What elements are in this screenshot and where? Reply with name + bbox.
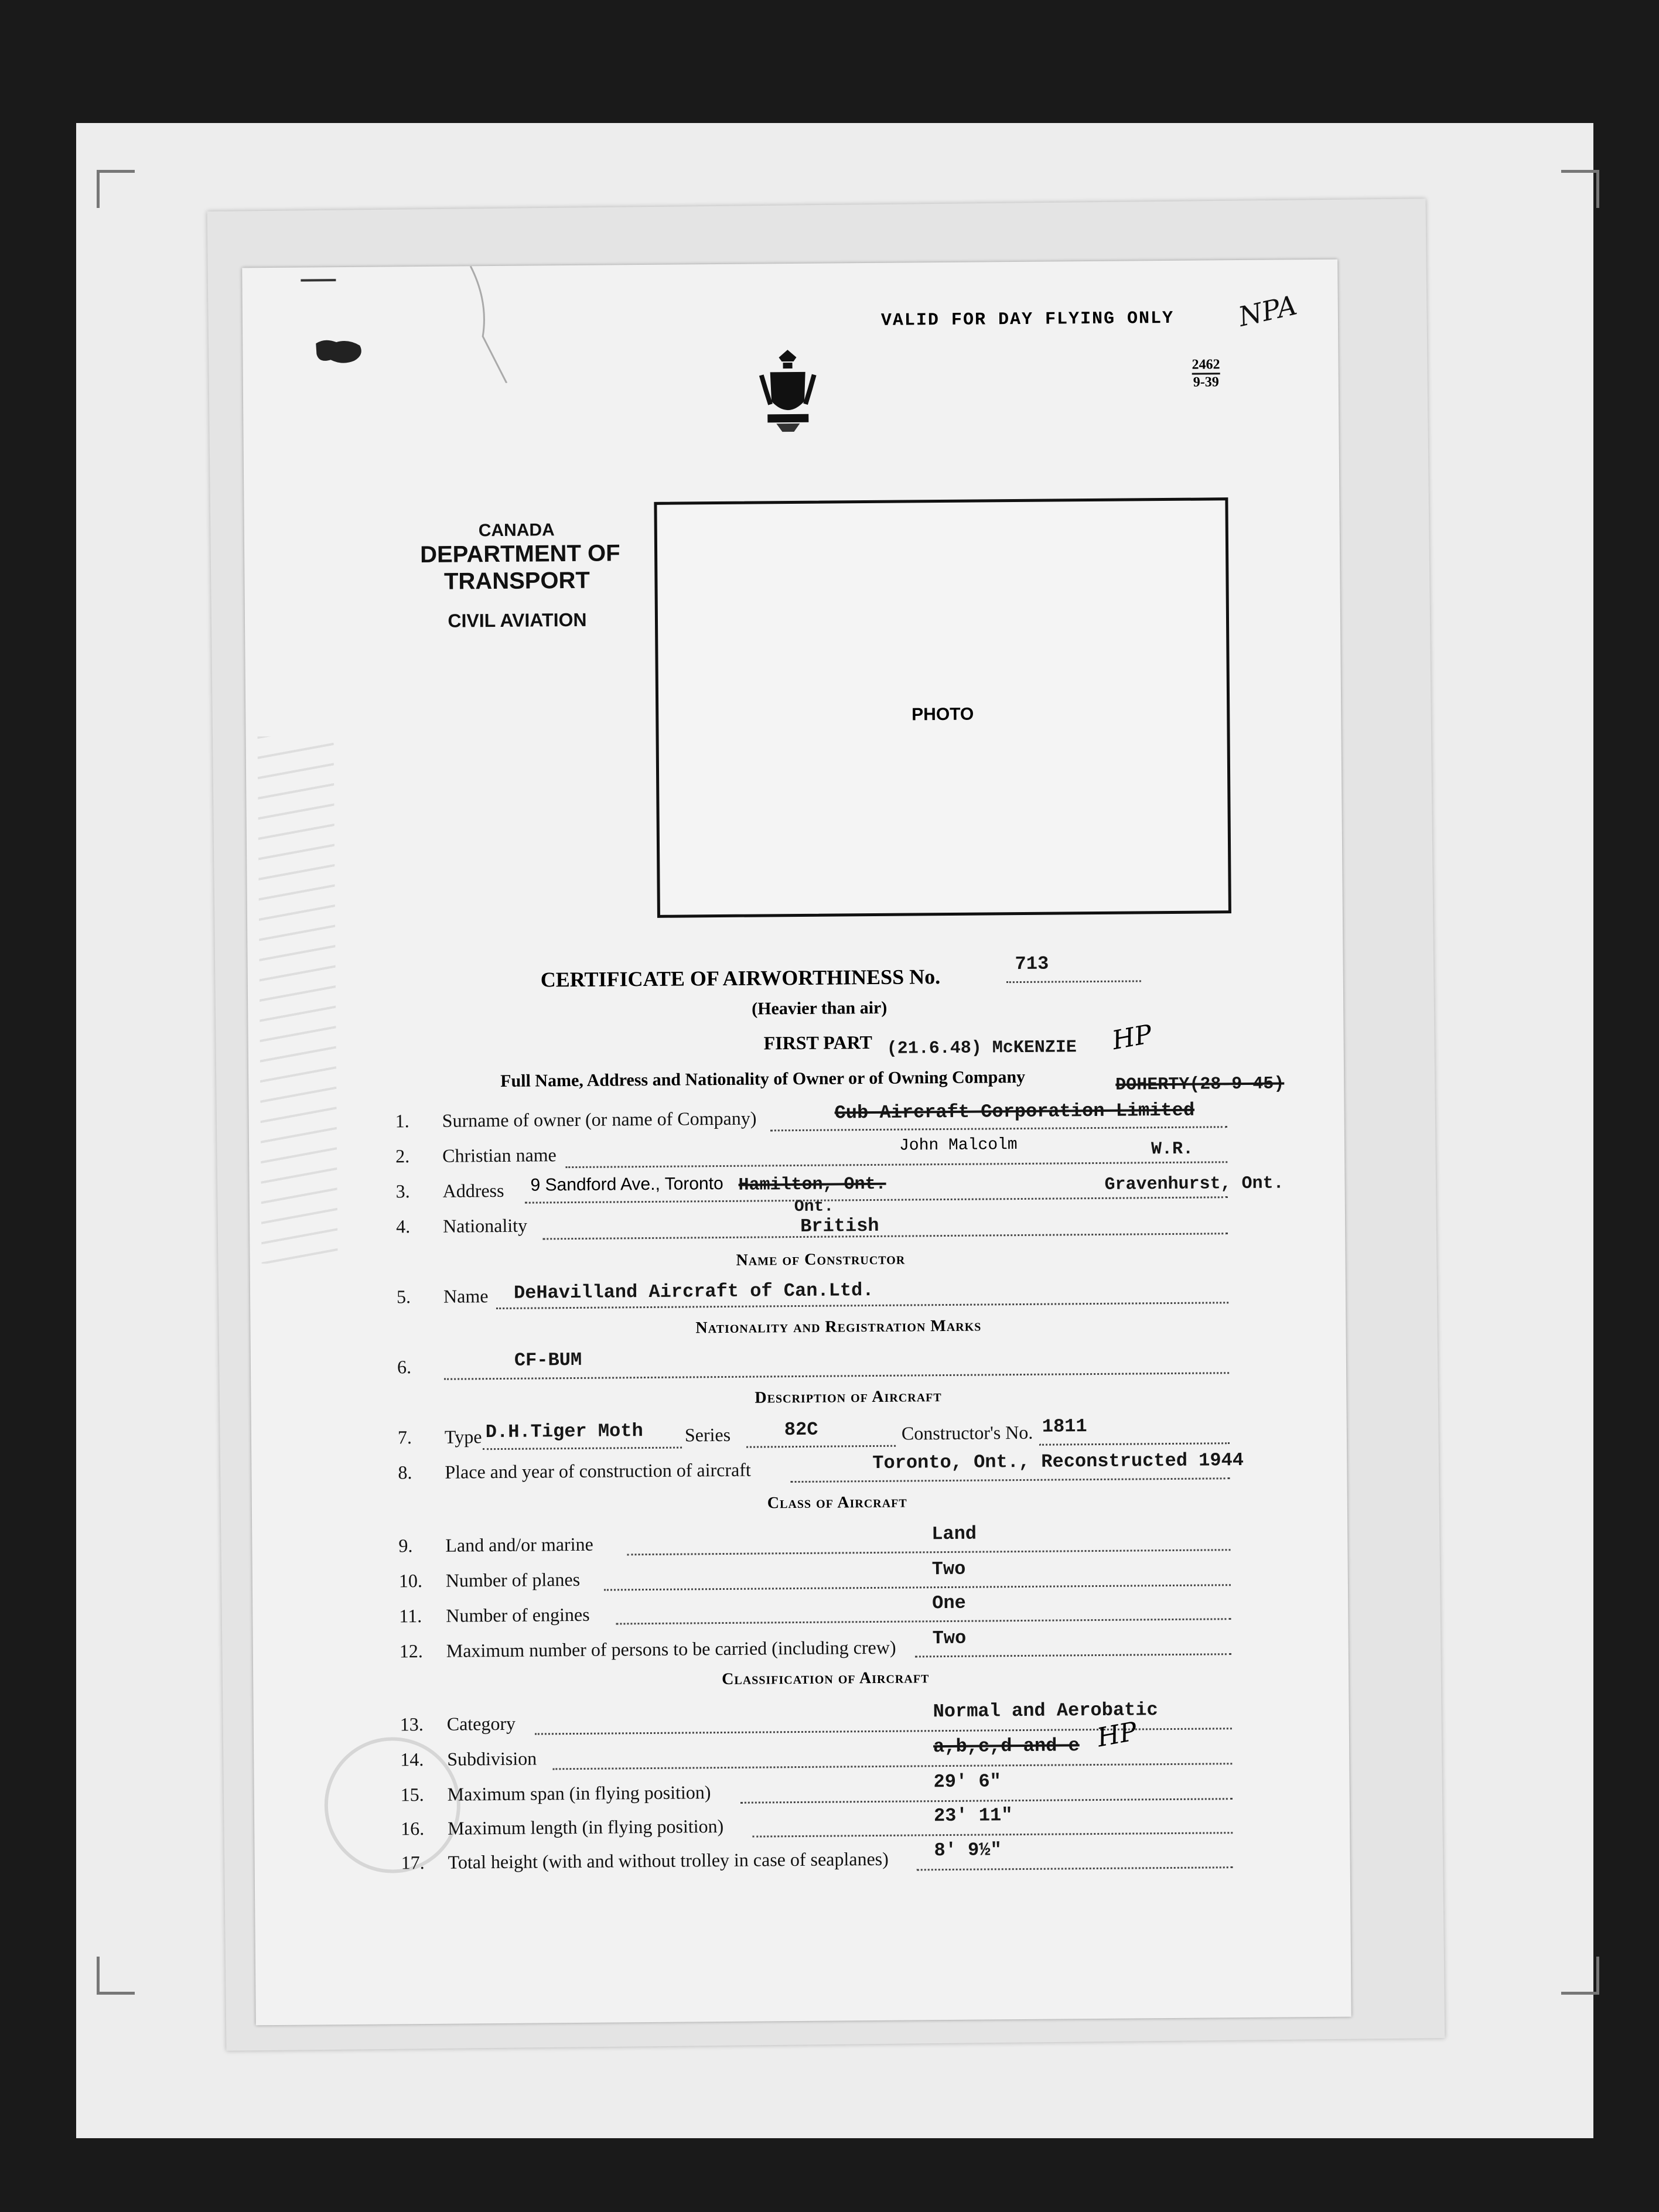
length-value: 23' 11" xyxy=(933,1804,1013,1827)
subdivision-value: a,b,c,d and e xyxy=(933,1735,1080,1758)
description-heading: Description of Aircraft xyxy=(755,1387,942,1407)
span-value: 29' 6" xyxy=(933,1770,1001,1793)
initials-top: NPA xyxy=(1235,289,1300,333)
mark-line xyxy=(301,279,336,281)
constructor-heading: Name of Constructor xyxy=(736,1250,906,1269)
subdivision-label: Subdivision xyxy=(447,1747,537,1770)
photo-box xyxy=(654,497,1231,918)
crop-mark xyxy=(97,170,135,208)
row-number: 16. xyxy=(401,1818,425,1839)
row-number: 12. xyxy=(399,1640,423,1662)
place-year-label: Place and year of construction of aircraft xyxy=(445,1459,751,1483)
crop-mark xyxy=(1561,170,1599,208)
embossed-seal-icon xyxy=(324,1737,461,1874)
height-label: Total height (with and without trolley in case of seaplanes) xyxy=(448,1848,889,1873)
row-number: 10. xyxy=(398,1570,422,1592)
row-number: 5. xyxy=(396,1286,411,1308)
series-label: Series xyxy=(684,1424,731,1446)
certificate-part: FIRST PART xyxy=(763,1031,873,1054)
nationality-value: British xyxy=(800,1214,879,1237)
crop-mark xyxy=(1561,1957,1599,1995)
row-number: 1. xyxy=(395,1110,409,1132)
row-number: 13. xyxy=(400,1713,424,1735)
form-number-block xyxy=(1192,357,1220,390)
owner-heading: Full Name, Address and Nationality of Owner or of Owning Company xyxy=(500,1067,1026,1091)
christian-name-old: W.R. xyxy=(1151,1139,1194,1160)
row-number: 7. xyxy=(397,1426,412,1448)
constructor-no-label: Constructor's No. xyxy=(901,1421,1033,1444)
row-number: 6. xyxy=(397,1356,412,1378)
dotted-line xyxy=(552,1763,1232,1770)
constructor-name-label: Name xyxy=(443,1285,489,1307)
height-value: 8' 9½" xyxy=(934,1839,1002,1862)
subdivision-initials: HP xyxy=(1094,1716,1140,1753)
dotted-line xyxy=(1039,1442,1230,1446)
address-sub: Ont. xyxy=(794,1197,834,1217)
row-number: 17. xyxy=(401,1852,425,1873)
constructor-no-value: 1811 xyxy=(1042,1415,1087,1438)
engines-value: One xyxy=(932,1592,966,1614)
owner-surname-label: Surname of owner (or name of Company) xyxy=(442,1107,757,1131)
christian-name-value: John Malcolm xyxy=(899,1136,1018,1155)
issuer-department-2: TRANSPORT xyxy=(443,567,590,595)
land-marine-value: Land xyxy=(931,1523,977,1545)
issuer-block xyxy=(419,520,620,632)
amendment-mckenzie: (21.6.48) McKENZIE xyxy=(886,1037,1077,1059)
row-number: 3. xyxy=(395,1180,410,1202)
length-label: Maximum length (in flying position) xyxy=(448,1815,724,1839)
certificate-subtitle: (Heavier than air) xyxy=(752,998,887,1019)
dotted-line xyxy=(917,1866,1233,1870)
row-number: 15. xyxy=(400,1784,424,1805)
dotted-line xyxy=(483,1447,682,1450)
photo-label: PHOTO xyxy=(912,704,974,725)
category-value: Normal and Aerobatic xyxy=(933,1699,1158,1723)
issuer-department-1: DEPARTMENT OF xyxy=(419,540,620,568)
form-number: 2462 xyxy=(1192,357,1220,373)
dotted-line xyxy=(770,1126,1227,1131)
row-number: 11. xyxy=(399,1605,422,1627)
planes-label: Number of planes xyxy=(445,1568,581,1591)
crop-mark xyxy=(97,1957,135,1995)
row-number: 2. xyxy=(395,1145,410,1167)
class-heading: Class of Aircraft xyxy=(767,1493,907,1513)
row-number: 9. xyxy=(398,1535,413,1556)
planes-value: Two xyxy=(931,1558,966,1581)
engines-label: Number of engines xyxy=(446,1603,590,1626)
dotted-line xyxy=(542,1233,1228,1240)
persons-value: Two xyxy=(932,1627,967,1650)
registration-marks-value: CF-BUM xyxy=(514,1349,582,1371)
category-label: Category xyxy=(446,1712,516,1735)
land-marine-label: Land and/or marine xyxy=(445,1533,593,1556)
issuer-country: CANADA xyxy=(478,520,555,541)
amendment-doherty: DOHERTY(28-9-45) xyxy=(1115,1074,1285,1095)
address-struck: Hamilton, Ont. xyxy=(738,1174,886,1196)
type-value: D.H.Tiger Moth xyxy=(485,1420,643,1443)
dotted-line xyxy=(627,1549,1231,1555)
dotted-line xyxy=(565,1161,1227,1168)
classification-heading: Classification of Aircraft xyxy=(722,1668,930,1689)
bleed-through-texture xyxy=(258,736,338,1264)
dotted-line xyxy=(915,1653,1231,1657)
dotted-line xyxy=(444,1372,1229,1380)
dotted-line xyxy=(791,1477,1230,1483)
certificate-number: 713 xyxy=(1015,953,1049,975)
series-value: 82C xyxy=(784,1418,818,1441)
address-label: Address xyxy=(442,1179,504,1201)
span-label: Maximum span (in flying position) xyxy=(447,1781,711,1805)
row-number: 4. xyxy=(395,1216,411,1237)
certificate-page xyxy=(242,260,1351,2026)
type-label: Type xyxy=(444,1426,482,1448)
issuer-branch: CIVIL AVIATION xyxy=(448,609,587,631)
dotted-line xyxy=(525,1196,1228,1203)
christian-name-label: Christian name xyxy=(442,1144,557,1166)
address-old: Gravenhurst, Ont. xyxy=(1104,1173,1284,1195)
place-year-value: Toronto, Ont., Reconstructed 1944 xyxy=(872,1449,1244,1474)
dotted-line xyxy=(746,1445,896,1448)
torn-stain-icon xyxy=(313,337,366,367)
dotted-line xyxy=(740,1798,1233,1804)
constructor-name-value: DeHavilland Aircraft of Can.Ltd. xyxy=(513,1279,874,1304)
certificate-title: CERTIFICATE OF AIRWORTHINESS No. xyxy=(540,965,941,992)
valid-day-flying-note: VALID FOR DAY FLYING ONLY xyxy=(880,308,1175,331)
persons-label: Maximum number of persons to be carried (including crew) xyxy=(446,1636,896,1661)
crease-icon xyxy=(465,266,513,384)
dotted-line xyxy=(604,1584,1231,1590)
row-number: 14. xyxy=(400,1749,424,1770)
registration-heading: Nationality and Registration Marks xyxy=(695,1316,982,1337)
amendment-initials: HP xyxy=(1110,1019,1155,1056)
row-number: 8. xyxy=(398,1462,412,1483)
address-value: 9 Sandford Ave., Toronto xyxy=(530,1173,723,1195)
dotted-line xyxy=(616,1618,1231,1624)
coat-of-arms-icon xyxy=(758,349,817,434)
dotted-line xyxy=(1006,980,1141,983)
form-date: 9-39 xyxy=(1192,373,1220,390)
owner-surname-value: Cub Aircraft Corporation Limited xyxy=(834,1099,1195,1124)
nationality-label: Nationality xyxy=(442,1214,528,1237)
dotted-line xyxy=(752,1832,1233,1837)
